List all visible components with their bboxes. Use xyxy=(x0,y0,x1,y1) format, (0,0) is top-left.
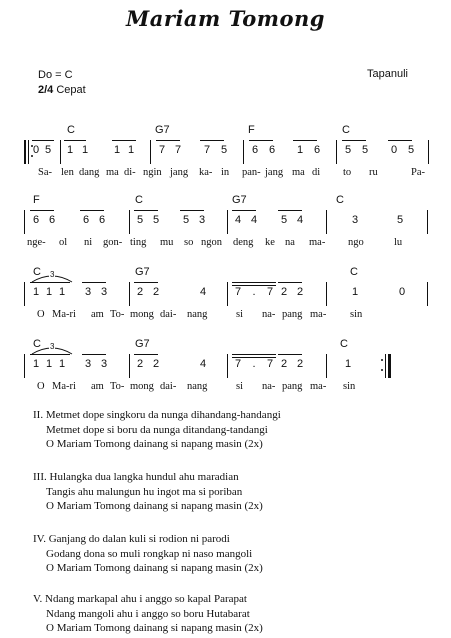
verse-line: Ndang markapal ahu i anggo so kapal Parapat xyxy=(45,593,247,605)
note: 5 xyxy=(396,214,404,226)
barline xyxy=(326,354,327,378)
lyric-syllable: si xyxy=(236,309,244,320)
note: 0 xyxy=(32,144,40,156)
note: 2 xyxy=(296,286,304,298)
note: 5 xyxy=(44,144,52,156)
lyric-syllable: dai- xyxy=(160,381,177,392)
lyric-syllable: O xyxy=(37,309,45,320)
note: 1 xyxy=(344,358,352,370)
note: 5 xyxy=(407,144,415,156)
note-beam xyxy=(278,354,302,355)
music-system-3 xyxy=(0,262,451,322)
time-signature: 2/4 xyxy=(38,84,54,96)
lyric-syllable: ma- xyxy=(310,309,327,320)
barline xyxy=(243,140,244,164)
chord-symbol: F xyxy=(33,194,40,206)
chord-symbol: C xyxy=(33,266,41,278)
lyric-syllable: na xyxy=(285,237,295,248)
note: 3 xyxy=(84,358,92,370)
chord-symbol: C xyxy=(350,266,358,278)
lyric-syllable: ma xyxy=(106,167,119,178)
lyric-syllable: sin xyxy=(343,381,356,392)
chord-symbol: C xyxy=(67,124,75,136)
lyric-syllable: pang xyxy=(282,309,303,320)
note: 7 xyxy=(203,144,211,156)
lyric-syllable: ma- xyxy=(310,381,327,392)
note-beam xyxy=(232,282,276,283)
note-beam xyxy=(82,282,106,283)
note: 5 xyxy=(182,214,190,226)
note: 2 xyxy=(280,286,288,298)
lyric-syllable: nang xyxy=(187,381,208,392)
lyric-syllable: mong xyxy=(130,309,154,320)
chord-symbol: C xyxy=(33,338,41,350)
lyric-syllable: ka- xyxy=(199,167,213,178)
lyric-syllable: na- xyxy=(262,309,276,320)
barline xyxy=(336,140,337,164)
verse-line: O Mariam Tomong dainang si napang masin (2x) xyxy=(46,438,263,450)
lyric-syllable: di xyxy=(312,167,321,178)
note: . xyxy=(252,286,256,298)
note: 1 xyxy=(58,286,66,298)
verse-number: IV. xyxy=(33,533,46,545)
lyric-syllable: am xyxy=(91,309,104,320)
lyric-syllable: si xyxy=(236,381,244,392)
lyric-syllable: mu xyxy=(160,237,174,248)
lyric-syllable: Sa- xyxy=(38,167,52,178)
lyric-syllable: ma xyxy=(292,167,305,178)
barline xyxy=(326,282,327,306)
lyric-syllable: To- xyxy=(110,309,125,320)
note: 4 xyxy=(234,214,242,226)
lyric-syllable: Pa- xyxy=(411,167,425,178)
lyric-syllable: lu xyxy=(394,237,403,248)
note: 1 xyxy=(45,358,53,370)
verse-number: V. xyxy=(33,593,43,605)
note-beam xyxy=(30,210,54,211)
note-beam xyxy=(200,140,224,141)
note: 6 xyxy=(82,214,90,226)
lyric-syllable: jang xyxy=(170,167,189,178)
music-system-1 xyxy=(0,120,451,180)
note: 6 xyxy=(313,144,321,156)
note-beam xyxy=(64,140,86,141)
music-system-2 xyxy=(0,190,451,250)
song-title: Mariam Tomong xyxy=(126,6,325,31)
note: 5 xyxy=(136,214,144,226)
lyric-syllable: O xyxy=(37,381,45,392)
note: 5 xyxy=(361,144,369,156)
barline xyxy=(24,354,25,378)
note: 1 xyxy=(296,144,304,156)
note-beam xyxy=(30,282,70,283)
note: 6 xyxy=(268,144,276,156)
lyric-syllable: dang xyxy=(79,167,100,178)
note: . xyxy=(252,358,256,370)
lyric-syllable: nge- xyxy=(27,237,46,248)
note: 3 xyxy=(198,214,206,226)
note: 5 xyxy=(152,214,160,226)
barline xyxy=(24,210,25,234)
note: 6 xyxy=(251,144,259,156)
note: 1 xyxy=(32,286,40,298)
note: 2 xyxy=(152,358,160,370)
verse-number: III. xyxy=(33,471,47,483)
note-beam xyxy=(388,140,412,141)
lyric-syllable: len xyxy=(61,167,74,178)
barline xyxy=(129,210,130,234)
verse-line: Metmet dope singkoru da nunga dihandang-handangi xyxy=(45,409,281,421)
lyric-syllable: ting xyxy=(130,237,147,248)
note: 3 xyxy=(100,286,108,298)
lyric-syllable: so xyxy=(184,237,194,248)
barline xyxy=(24,282,25,306)
note-beam xyxy=(278,210,302,211)
verse-line: Tangis ahu malungun hu ingot ma si poriban xyxy=(46,485,243,498)
verse-line: O Mariam Tomong dainang si napang masin (2x) xyxy=(46,500,263,512)
note: 6 xyxy=(98,214,106,226)
repeat-end-thin-bar xyxy=(385,354,386,378)
verse-line: Ndang mangoli ahu i anggo so boru Hutabarat xyxy=(46,607,250,620)
tempo-line xyxy=(38,84,86,96)
note-beam xyxy=(32,140,54,141)
lyric-syllable: mong xyxy=(130,381,154,392)
note-beam xyxy=(134,354,158,355)
note: 2 xyxy=(280,358,288,370)
note: 1 xyxy=(113,144,121,156)
note: 2 xyxy=(152,286,160,298)
note-beam xyxy=(80,210,104,211)
key-signature: Do = C xyxy=(38,69,73,81)
tempo: Cepat xyxy=(56,84,86,96)
note: 6 xyxy=(48,214,56,226)
chord-symbol: G7 xyxy=(135,266,150,278)
chord-symbol: F xyxy=(248,124,255,136)
note: 2 xyxy=(296,358,304,370)
note: 5 xyxy=(220,144,228,156)
verse-line: Hulangka dua langka hundul ahu maradian xyxy=(49,471,239,483)
lyric-syllable: ni xyxy=(84,237,93,248)
note: 7 xyxy=(174,144,182,156)
note: 4 xyxy=(296,214,304,226)
verse-line: O Mariam Tomong dainang si napang masin (2x) xyxy=(46,562,263,574)
verse-number: II. xyxy=(33,409,44,421)
note-beam xyxy=(82,354,106,355)
music-system-4 xyxy=(0,334,451,394)
lyric-syllable: di- xyxy=(124,167,136,178)
note: 1 xyxy=(66,144,74,156)
note: 3 xyxy=(351,214,359,226)
note: 7 xyxy=(234,286,242,298)
note: 5 xyxy=(280,214,288,226)
verse-line: O Mariam Tomong dainang si napang masin (2x) xyxy=(46,622,263,634)
verse-line: Ganjang do dalan kuli si rodion ni parodi xyxy=(48,533,230,545)
note-beam xyxy=(134,282,158,283)
note-beam xyxy=(278,282,302,283)
lyric-syllable: nang xyxy=(187,309,208,320)
note: 7 xyxy=(158,144,166,156)
barline xyxy=(227,354,228,378)
lyric-syllable: deng xyxy=(233,237,254,248)
note: 1 xyxy=(45,286,53,298)
note: 5 xyxy=(344,144,352,156)
verse-4 xyxy=(33,532,263,576)
barline xyxy=(427,210,428,234)
repeat-end-bar xyxy=(388,354,391,378)
note-beam xyxy=(180,210,204,211)
note: 1 xyxy=(127,144,135,156)
lyric-syllable: ke xyxy=(265,237,275,248)
lyric-syllable: gon- xyxy=(103,237,123,248)
repeat-start-bar xyxy=(24,140,26,164)
note-beam xyxy=(30,354,70,355)
lyric-syllable: ru xyxy=(369,167,378,178)
note-beam xyxy=(112,140,136,141)
lyric-syllable: Ma-ri xyxy=(52,381,76,392)
note: 1 xyxy=(58,358,66,370)
note: 3 xyxy=(84,286,92,298)
lyric-syllable: pang xyxy=(282,381,303,392)
lyric-syllable: sin xyxy=(350,309,363,320)
note: 2 xyxy=(136,358,144,370)
chord-symbol: G7 xyxy=(155,124,170,136)
chord-symbol: C xyxy=(135,194,143,206)
lyric-syllable: ma- xyxy=(309,237,326,248)
lyric-syllable: dai- xyxy=(160,309,177,320)
triplet-number: 3 xyxy=(50,270,55,279)
barline xyxy=(227,210,228,234)
repeat-dot xyxy=(381,359,383,361)
lyric-syllable: to xyxy=(343,167,352,178)
verse-line: Godang dona so muli rongkap ni naso mangoli xyxy=(46,547,253,560)
repeat-dot xyxy=(381,369,383,371)
chord-symbol: C xyxy=(342,124,350,136)
barline xyxy=(428,140,429,164)
verse-3 xyxy=(33,470,263,514)
chord-symbol: G7 xyxy=(135,338,150,350)
note: 2 xyxy=(136,286,144,298)
verse-5 xyxy=(33,592,263,636)
chord-symbol: G7 xyxy=(232,194,247,206)
note-beam xyxy=(232,210,256,211)
barline xyxy=(129,282,130,306)
note-beam xyxy=(232,354,276,355)
lyric-syllable: in xyxy=(221,167,230,178)
chord-symbol: C xyxy=(336,194,344,206)
song-origin: Tapanuli xyxy=(367,68,408,80)
verse-line: Metmet dope si boru da nunga ditandang-tandangi xyxy=(46,423,268,436)
note-beam xyxy=(293,140,317,141)
note: 6 xyxy=(32,214,40,226)
verse-2 xyxy=(33,408,281,452)
note-beam xyxy=(156,140,180,141)
lyric-syllable: Ma-ri xyxy=(52,309,76,320)
chord-symbol: C xyxy=(340,338,348,350)
note: 7 xyxy=(266,286,274,298)
barline xyxy=(326,210,327,234)
lyric-syllable: ngon xyxy=(201,237,222,248)
note: 7 xyxy=(234,358,242,370)
note: 1 xyxy=(81,144,89,156)
barline xyxy=(150,140,151,164)
triplet-number: 3 xyxy=(50,342,55,351)
note: 4 xyxy=(250,214,258,226)
lyric-syllable: To- xyxy=(110,381,125,392)
note: 1 xyxy=(32,358,40,370)
barline xyxy=(427,282,428,306)
lyric-syllable: ngo xyxy=(348,237,364,248)
barline xyxy=(129,354,130,378)
note-beam xyxy=(249,140,273,141)
lyric-syllable: na- xyxy=(262,381,276,392)
lyric-syllable: pan- xyxy=(242,167,261,178)
barline xyxy=(60,140,61,164)
note: 0 xyxy=(398,286,406,298)
note: 4 xyxy=(199,286,207,298)
note: 4 xyxy=(199,358,207,370)
note-beam xyxy=(134,210,158,211)
barline xyxy=(227,282,228,306)
note: 7 xyxy=(266,358,274,370)
note: 1 xyxy=(351,286,359,298)
lyric-syllable: ngin xyxy=(143,167,162,178)
lyric-syllable: jang xyxy=(265,167,284,178)
note-beam xyxy=(342,140,366,141)
note: 3 xyxy=(100,358,108,370)
note: 0 xyxy=(390,144,398,156)
lyric-syllable: ol xyxy=(59,237,68,248)
lyric-syllable: am xyxy=(91,381,104,392)
